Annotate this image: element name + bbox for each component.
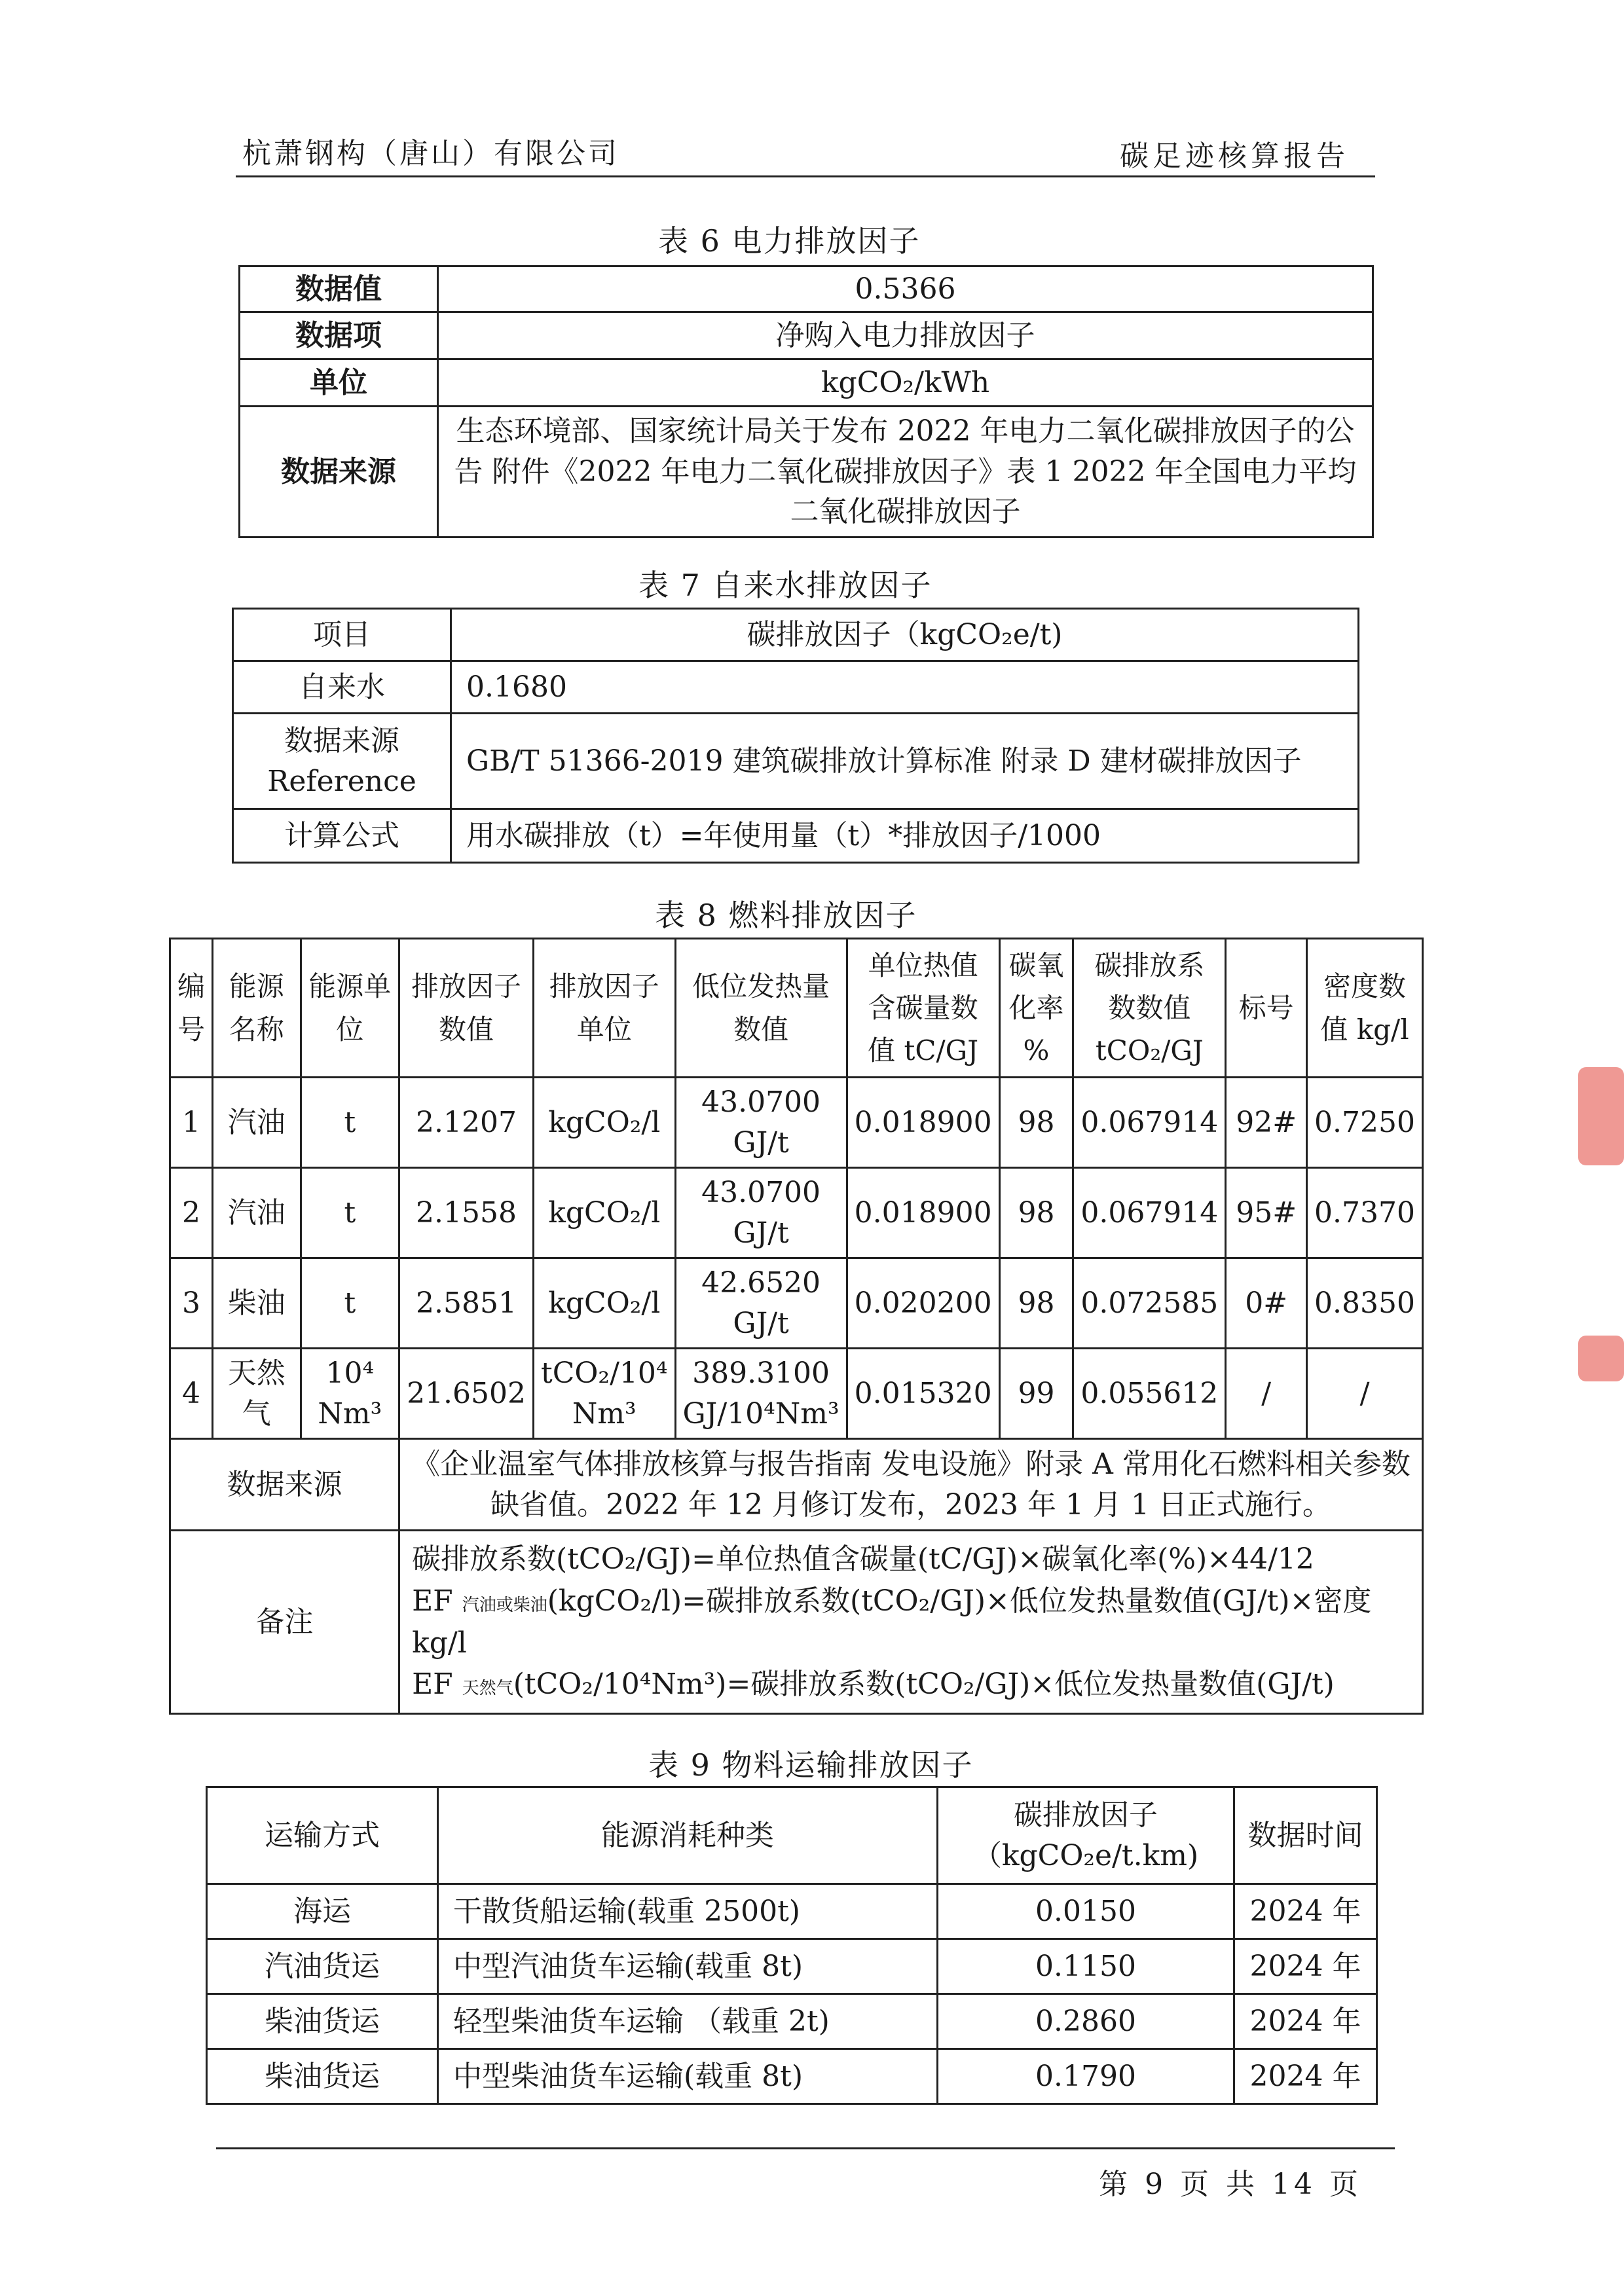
table8-cell: t	[301, 1258, 399, 1349]
table9	[206, 1786, 1378, 2105]
note-line	[412, 1580, 1410, 1664]
table8-caption: 表 8 燃料排放因子	[655, 898, 917, 933]
table8-cell: 43.0700 GJ/t	[675, 1168, 847, 1258]
table8-cell: 2.1207	[399, 1078, 534, 1168]
table8-notes	[399, 1531, 1423, 1714]
table8-cell: t	[301, 1078, 399, 1168]
table8	[169, 938, 1424, 1715]
table8-header: 能源单位	[301, 939, 399, 1078]
table8-cell: 0.072585	[1073, 1258, 1226, 1349]
table6-label: 数据项	[240, 312, 438, 359]
table8-cell: 92#	[1226, 1078, 1307, 1168]
table7-label: 自来水	[233, 661, 451, 714]
ef-prefix: EF	[412, 1667, 453, 1702]
table8-cell: kgCO₂/l	[534, 1168, 676, 1258]
table8-cell: kgCO₂/l	[534, 1078, 676, 1168]
table9-cell: 2024 年	[1234, 1884, 1377, 1939]
table8-cell: 1	[170, 1078, 213, 1168]
table9-cell: 轻型柴油货车运输 （载重 2t)	[438, 1994, 938, 2049]
table6-label: 数据值	[240, 266, 438, 312]
table7-header-item: 项目	[233, 609, 451, 661]
table8-note-label: 备注	[170, 1531, 399, 1714]
table9-cell: 柴油货运	[207, 1994, 438, 2049]
table9-header: 碳排放因子（kgCO₂e/t.km)	[938, 1787, 1234, 1884]
table8-cell: 98	[999, 1168, 1073, 1258]
table7-value: GB/T 51366-2019 建筑碳排放计算标准 附录 D 建材碳排放因子	[451, 714, 1359, 809]
table8-source-label: 数据来源	[170, 1439, 399, 1531]
table8-cell: 42.6520 GJ/t	[675, 1258, 847, 1349]
ef-subscript: 天然气	[462, 1679, 513, 1699]
table9-cell: 2024 年	[1234, 2049, 1377, 2104]
seal-fragment	[1578, 1336, 1624, 1381]
table9-cell: 0.1790	[938, 2049, 1234, 2104]
table8-cell: 389.3100 GJ/10⁴Nm³	[675, 1349, 847, 1439]
table8-cell: 3	[170, 1258, 213, 1349]
table8-cell: 0.7250	[1307, 1078, 1423, 1168]
table8-header: 密度数值 kg/l	[1307, 939, 1423, 1078]
table8-cell: 98	[999, 1258, 1073, 1349]
table8-cell: 98	[999, 1078, 1073, 1168]
table8-cell: 0.067914	[1073, 1168, 1226, 1258]
table8-cell: 0.018900	[847, 1078, 999, 1168]
table9-header: 数据时间	[1234, 1787, 1377, 1884]
table8-header: 碳排放系数数值 tCO₂/GJ	[1073, 939, 1226, 1078]
table8-header: 排放因子数值	[399, 939, 534, 1078]
table8-header: 能源名称	[213, 939, 301, 1078]
note-formula: (kgCO₂/l)=碳排放系数(tCO₂/GJ)×低位发热量数值(GJ/t)×密度 kg/l	[412, 1584, 1372, 1660]
table9-cell: 中型柴油货车运输(载重 8t)	[438, 2049, 938, 2104]
table8-cell: 天然气	[213, 1349, 301, 1439]
ef-prefix: EF	[412, 1584, 453, 1618]
table8-cell: 柴油	[213, 1258, 301, 1349]
table8-cell: 21.6502	[399, 1349, 534, 1439]
table9-header: 能源消耗种类	[438, 1787, 938, 1884]
page-number: 第 9 页 共 14 页	[1099, 2168, 1362, 2201]
table6-value: 0.5366	[438, 266, 1373, 312]
table6-source: 生态环境部、国家统计局关于发布 2022 年电力二氧化碳排放因子的公告 附件《2022 年电力二氧化碳排放因子》表 1 2022 年全国电力平均二氧化碳排放因子	[438, 407, 1373, 538]
note-formula: (tCO₂/10⁴Nm³)=碳排放系数(tCO₂/GJ)×低位发热量数值(GJ/t)	[513, 1667, 1335, 1702]
ef-subscript: 汽油或柴油	[462, 1595, 547, 1615]
note-line: 碳排放系数(tCO₂/GJ)=单位热值含碳量(tC/GJ)×碳氧化率(%)×44/12	[412, 1542, 1314, 1576]
table8-cell: kgCO₂/l	[534, 1258, 676, 1349]
table8-cell: 2.1558	[399, 1168, 534, 1258]
note-line	[412, 1664, 1410, 1705]
table7-caption: 表 7 自来水排放因子	[638, 568, 932, 603]
table8-cell: 4	[170, 1349, 213, 1439]
table8-cell: 0.7370	[1307, 1168, 1423, 1258]
table8-source: 《企业温室气体排放核算与报告指南 发电设施》附录 A 常用化石燃料相关参数缺省值。2022 年 12 月修订发布，2023 年 1 月 1 日正式施行。	[399, 1439, 1423, 1531]
table6-caption: 表 6 电力排放因子	[658, 223, 921, 259]
table9-cell: 2024 年	[1234, 1994, 1377, 2049]
table9-cell: 海运	[207, 1884, 438, 1939]
table9-cell: 2024 年	[1234, 1939, 1377, 1994]
table8-cell: 汽油	[213, 1168, 301, 1258]
table9-cell: 干散货船运输(载重 2500t)	[438, 1884, 938, 1939]
table8-cell: 0.055612	[1073, 1349, 1226, 1439]
table9-cell: 0.0150	[938, 1884, 1234, 1939]
table9-cell: 0.1150	[938, 1939, 1234, 1994]
table8-cell: 43.0700 GJ/t	[675, 1078, 847, 1168]
table8-header: 排放因子单位	[534, 939, 676, 1078]
table8-cell: /	[1226, 1349, 1307, 1439]
table8-cell: 99	[999, 1349, 1073, 1439]
table8-cell: 95#	[1226, 1168, 1307, 1258]
table8-cell: 0.020200	[847, 1258, 999, 1349]
table6-value: 净购入电力排放因子	[438, 312, 1373, 359]
table7-label: 数据来源 Reference	[233, 714, 451, 809]
table8-cell: 2.5851	[399, 1258, 534, 1349]
table6-label: 单位	[240, 359, 438, 407]
table8-cell: /	[1307, 1349, 1423, 1439]
table9-cell: 柴油货运	[207, 2049, 438, 2104]
table7-formula: 用水碳排放（t）=年使用量（t）*排放因子/1000	[451, 809, 1359, 863]
header-divider	[236, 175, 1375, 177]
table8-header: 低位发热量数值	[675, 939, 847, 1078]
report-title: 碳足迹核算报告	[1120, 139, 1349, 173]
table9-cell: 汽油货运	[207, 1939, 438, 1994]
table7-value: 0.1680	[451, 661, 1359, 714]
table8-cell: 0#	[1226, 1258, 1307, 1349]
table8-header: 碳氧化率 %	[999, 939, 1073, 1078]
table7-label: 计算公式	[233, 809, 451, 863]
table7-header-factor: 碳排放因子（kgCO₂e/t)	[451, 609, 1359, 661]
table8-header: 编号	[170, 939, 213, 1078]
table9-caption: 表 9 物料运输排放因子	[648, 1747, 974, 1783]
table8-cell: 0.067914	[1073, 1078, 1226, 1168]
table8-header: 单位热值含碳量数值 tC/GJ	[847, 939, 999, 1078]
footer-divider	[216, 2147, 1395, 2149]
table8-cell: 汽油	[213, 1078, 301, 1168]
table8-cell: t	[301, 1168, 399, 1258]
table8-header: 标号	[1226, 939, 1307, 1078]
table8-cell: tCO₂/10⁴ Nm³	[534, 1349, 676, 1439]
table6	[238, 265, 1374, 538]
table6-label: 数据来源	[240, 407, 438, 538]
table8-cell: 0.018900	[847, 1168, 999, 1258]
table9-cell: 0.2860	[938, 1994, 1234, 2049]
table9-cell: 中型汽油货车运输(载重 8t)	[438, 1939, 938, 1994]
table8-cell: 0.8350	[1307, 1258, 1423, 1349]
table8-cell: 10⁴ Nm³	[301, 1349, 399, 1439]
table8-cell: 2	[170, 1168, 213, 1258]
table9-header: 运输方式	[207, 1787, 438, 1884]
table6-value: kgCO₂/kWh	[438, 359, 1373, 407]
seal-fragment	[1578, 1067, 1624, 1165]
table7	[232, 608, 1359, 864]
company-name: 杭萧钢构（唐山）有限公司	[242, 137, 619, 170]
table8-cell: 0.015320	[847, 1349, 999, 1439]
